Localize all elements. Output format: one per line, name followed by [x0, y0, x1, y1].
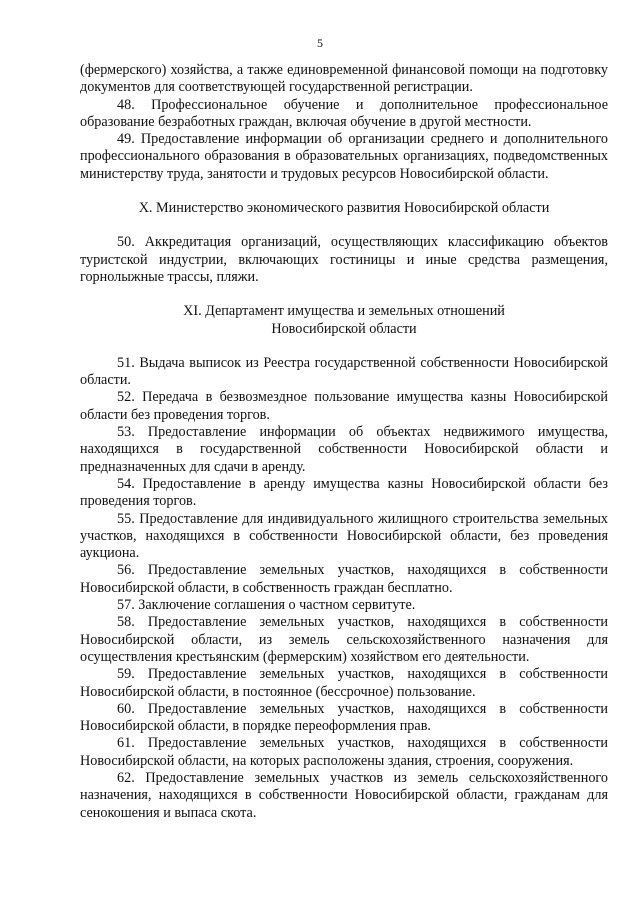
- item-number: 53.: [117, 424, 135, 441]
- item-text: Предоставление земельных участков, находящихся в собственности Новосибирской области, в постоянное (бессрочное) пользование.: [80, 666, 608, 700]
- item-text: Предоставление земельных участков, находящихся в собственности Новосибирской области, на которых расположены здания, строения, сооружения.: [80, 735, 608, 769]
- item-number: 51.: [117, 354, 135, 371]
- item-text: Предоставление земельных участков, находящихся в собственности Новосибирской области, в порядке переоформления прав.: [80, 700, 608, 735]
- item-number: 61.: [117, 735, 135, 752]
- item-number: 54.: [117, 475, 135, 492]
- list-item: [80, 614, 608, 666]
- list-item: [80, 424, 608, 476]
- item-text: Заключение соглашения о частном сервитуте.: [138, 597, 416, 614]
- item-number: 58.: [117, 614, 135, 631]
- item-number: 59.: [117, 666, 135, 683]
- item-text: Профессиональное обучение и дополнительное профессиональное образование безработных граждан, включая обучение в другой местности.: [80, 96, 608, 130]
- item-number: 56.: [117, 562, 135, 579]
- item-number: 48.: [117, 96, 135, 113]
- item-text: Аккредитация организаций, осуществляющих классификацию объектов туристской индустрии, включающих гостиницы и иные средства размещения, горнолыжные трассы, пляжи.: [80, 234, 609, 285]
- item-text: Предоставление информации об организации среднего и дополнительного профессионального образования в образовательных организациях, подведомственных министерству труда, занятости и трудовых ресурсов Новосибирской области.: [80, 131, 609, 182]
- section-heading-x: X. Министерство экономического развития Новосибирской области: [138, 200, 550, 217]
- section-heading-xi: [80, 303, 608, 338]
- item-number: 55.: [117, 510, 135, 527]
- list-item: [80, 770, 608, 822]
- page-number: 5: [317, 36, 323, 50]
- list-item: [80, 389, 608, 424]
- list-item: [80, 735, 608, 770]
- item-text: Предоставление земельных участков, находящихся в собственности Новосибирской области, из земель сельскохозяйственного назначения для осуществления крестьянским (фермерским) хозяйством его деятельности.: [80, 614, 608, 665]
- section-heading-xi-line2: Новосибирской области: [271, 320, 417, 337]
- item-number: 57.: [117, 597, 135, 614]
- document-body: [80, 62, 608, 822]
- list-item: [80, 597, 608, 614]
- item-text: Предоставление земельных участков, находящихся в собственности Новосибирской области, в собственность граждан бесплатно.: [80, 562, 608, 596]
- item-number: 52.: [117, 389, 135, 406]
- item-number: 60.: [117, 700, 135, 717]
- item-text: Передача в безвозмездное пользование имущества казны Новосибирской области без проведения торгов.: [80, 389, 608, 423]
- item-number: 49.: [117, 131, 135, 148]
- continuation-paragraph: (фермерского) хозяйства, а также единовременной финансовой помощи на подготовку документов для соответствующей государственной регистрации.: [80, 62, 608, 96]
- list-item: [80, 701, 608, 736]
- list-item: [80, 234, 608, 286]
- item-text: Предоставление для индивидуального жилищного строительства земельных участков, находящихся в собственности Новосибирской области, без проведения аукциона.: [80, 510, 608, 562]
- item-text: Предоставление земельных участков из земель сельскохозяйственного назначения, находящихся в собственности Новосибирской области, гражданам для сенокошения и выпаса скота.: [80, 769, 608, 821]
- item-number: 50.: [117, 234, 135, 251]
- list-item: [80, 562, 608, 597]
- list-item: [80, 476, 608, 511]
- item-text: Предоставление информации об объектах недвижимого имущества, находящихся в государственной собственности Новосибирской области и предназначенных для сдачи в аренду.: [80, 424, 609, 475]
- item-number: 62.: [117, 769, 135, 786]
- item-text: Выдача выписок из Реестра государственной собственности Новосибирской области.: [80, 354, 608, 389]
- section-heading-xi-line1: XI. Департамент имущества и земельных отношений: [183, 303, 505, 320]
- list-item: [80, 666, 608, 701]
- list-item: [80, 355, 608, 390]
- list-item: [80, 131, 608, 183]
- item-text: Предоставление в аренду имущества казны Новосибирской области без проведения торгов.: [80, 475, 609, 510]
- list-item: [80, 97, 608, 132]
- list-item: [80, 511, 608, 563]
